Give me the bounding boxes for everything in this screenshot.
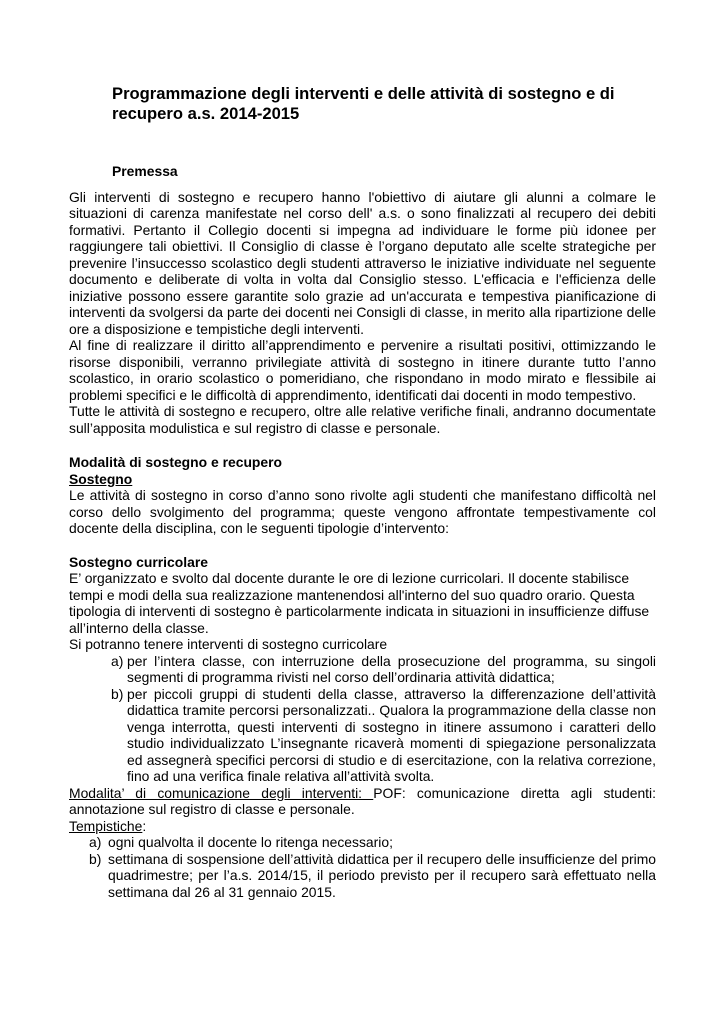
list-marker: a) [111, 652, 124, 669]
comunicazione-paragraph [69, 785, 656, 818]
premessa-paragraph-2: Al fine di realizzare il diritto all’apprendimento e pervenire a risultati positivi, ottimizzando le risorse disponibili, verranno privilegiate attività di sostegno in itinere durante tutto l’anno scolastico, in orario scolastico o pomeridiano, che rispondano in modo mirato e flessibile ai problemi specifici e le difficoltà di apprendimento, identificati dai docenti in modo tempestivo. [69, 337, 656, 403]
curricolare-heading: Sostegno curricolare [69, 553, 208, 570]
sostegno-subheading: Sostegno [69, 470, 133, 487]
tempistiche-colon: : [142, 817, 147, 834]
modalita-heading: Modalità di sostegno e recupero [69, 454, 283, 470]
document-title: Programmazione degli interventi e delle attività di sostegno e di recupero a.s. 2014-2015 [112, 84, 615, 123]
comunicazione-text: POF: comunicazione diretta agli studenti: annotazione sul registro di classe e personale. [69, 784, 656, 817]
tempistiche-heading [69, 818, 656, 835]
document-page [69, 84, 656, 900]
list-item [69, 686, 656, 785]
premessa-paragraph-3: Tutte le attività di sostegno e recupero, oltre alle relative verifiche finali, andranno documentate sull’apposita modulistica e sul registro di classe e personale. [69, 403, 656, 436]
premessa-heading: Premessa [112, 163, 178, 179]
list-item-text: per l’intera classe, con interruzione della prosecuzione del programma, su singoli segmenti di programma rivisti nel corso dell’ordinaria attività didattica; [127, 652, 656, 685]
list-item [69, 851, 656, 901]
tempistiche-list [69, 834, 656, 900]
list-item-text: settimana di sospensione dell’attività didattica per il recupero delle insufficienze del primo quadrimestre; per l’a.s. 2014/15, il periodo previsto per il recupero sarà effettuato nella settimana dal 26 al 31 gennaio 2015. [108, 850, 656, 900]
list-marker: b) [111, 685, 124, 702]
list-item-text: ogni qualvolta il docente lo ritenga necessario; [108, 834, 393, 850]
curricolare-paragraph-2: Si potranno tenere interventi di sostegno curricolare [69, 636, 388, 652]
sostegno-paragraph: Le attività di sostegno in corso d’anno sono rivolte agli studenti che manifestano difficoltà nel corso dello svolgimento del programma; queste vengono affrontate tempestivamente col docente della disciplina, con le seguenti tipologie d’intervento: [69, 487, 656, 536]
tempistiche-label: Tempistiche [69, 817, 143, 834]
list-item-text: per piccoli gruppi di studenti della classe, attraverso la differenzazione dell’attività didattica tramite percorsi personalizzati.. Qualora la programmazione della classe non venga interrotta, questi interventi di sostegno in itinere assumono i caratteri dello studio individualizzato L’insegnante ricaverà momenti di spiegazione personalizzata ed assegnerà specifici percorsi di studio e di esercitazione, con la relativa correzione, fino ad una verifica finale relativa all’attività svolta. [127, 685, 656, 784]
comunicazione-label: Modalita’ di comunicazione degli interventi: [69, 784, 374, 801]
curricolare-list [69, 653, 656, 785]
list-marker: a) [89, 834, 102, 850]
curricolare-paragraph-1: E’ organizzato e svolto dal docente durante le ore di lezione curricolari. Il docente stabilisce tempi e modi della sua realizzazione mantenendosi all'interno del suo quadro orario. Questa tipologia di interventi di sostegno è particolarmente indicata in situazioni in insufficienze diffuse all’interno della classe. [69, 570, 650, 636]
list-item [69, 653, 656, 686]
list-marker: b) [89, 850, 102, 867]
premessa-paragraph-1: Gli interventi di sostegno e recupero hanno l'obiettivo di aiutare gli alunni a colmare le situazioni di carenza manifestate nel corso dell' a.s. o sono finalizzati al recupero dei debiti formativi. Pertanto il Collegio docenti si impegna ad individuare le forme più idonee per raggiungere tali obiettivi. Il Consiglio di classe è l’organo deputato alle scelte strategiche per prevenire l’insuccesso scolastico degli studenti attraverso le iniziative individuate nel seguente documento e deliberate di volta in volta dal Consiglio stesso. L'efficacia e l'efficienza delle iniziative possono essere garantite solo grazie ad un'accurata e tempestiva pianificazione di interventi da svolgersi da parte dei docenti nei Consigli di classe, in merito alla ripartizione delle ore a disposizione e tempistiche degli interventi. [69, 188, 656, 337]
list-item [69, 834, 656, 851]
